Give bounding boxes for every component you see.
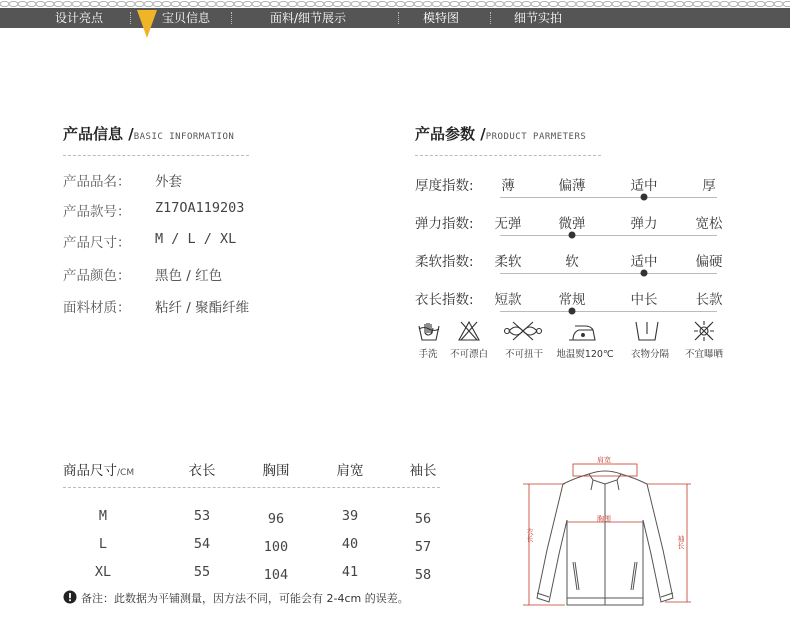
info-label-style-no: 产品款号： [63,204,131,220]
divider [63,155,249,156]
param-option: 适中 [630,178,658,194]
hand-wash-icon [419,323,439,340]
separate-wash-icon [636,322,658,340]
size-cell: 54 [193,536,211,552]
param-label: 弹力指数: [415,216,474,232]
info-value-material: 粘纤 / 聚酯纤维 [155,300,250,316]
size-cell: 58 [414,567,432,583]
param-indicator-dot [569,232,576,239]
info-value-color: 黑色 / 红色 [155,268,223,284]
size-table-title: 商品尺寸/CM [63,463,135,479]
info-value-style-no: Z17OA119203 [155,200,245,216]
param-scale-line [500,311,717,312]
nav-item-design-highlights[interactable]: 设计亮点 [55,11,104,25]
no-bleach-icon [459,322,479,340]
param-label: 厚度指数: [415,178,474,194]
param-indicator-dot [569,308,576,315]
param-option: 宽松 [695,216,723,232]
param-indicator-dot [641,270,648,277]
chest-label: 胸围 [597,515,611,523]
param-scale-line [500,273,717,274]
param-option: 中长 [630,292,658,308]
size-cell: 96 [267,511,285,527]
info-label-material: 面料材质： [63,300,131,316]
size-cell: 100 [263,539,289,555]
length-label: 衣长 [526,528,534,542]
size-row-label: M [98,508,108,524]
param-option: 短款 [494,292,522,308]
info-label-color: 产品颜色： [63,268,131,284]
size-cell: 53 [193,508,211,524]
param-scale-line [500,197,717,198]
info-value-size: M / L / XL [155,231,237,247]
size-cell: 57 [414,539,432,555]
care-label: 不宜曝晒 [684,349,724,360]
param-option: 柔软 [494,254,522,270]
product-params-heading: 产品参数 /PRODUCT PARMETERS [415,125,587,143]
size-unit: /CM [117,468,135,478]
size-cell: 41 [341,564,359,580]
no-tumble-dry-icon [694,321,714,341]
size-cell: 39 [341,508,359,524]
nav-item-detail-shots[interactable]: 细节实拍 [514,11,563,25]
divider [63,487,440,488]
care-label: 不可扭干 [504,349,544,360]
size-table-header: 衣长 [188,463,216,479]
care-label: 不可漂白 [449,349,489,360]
care-label: 手洗 [418,349,438,360]
iron-low-temp-icon [569,326,595,340]
param-option: 长款 [695,292,723,308]
nav-item-product-info[interactable]: 宝贝信息 [162,11,211,25]
param-option: 无弹 [494,216,522,232]
param-option: 常规 [558,292,586,308]
care-label: 衣物分隔 [630,349,670,360]
nav-separator [490,12,491,24]
param-label: 柔软指数: [415,254,474,270]
care-label: 地温熨120℃ [556,349,614,360]
info-label-size: 产品尺寸： [63,235,131,251]
size-cell: 55 [193,564,211,580]
no-wring-icon [505,322,542,340]
nav-separator [398,12,399,24]
param-option: 适中 [630,254,658,270]
param-option: 弹力 [630,216,658,232]
param-option: 薄 [501,178,515,194]
divider [415,155,601,156]
param-scale-line [500,235,717,236]
param-option: 偏薄 [558,178,586,194]
care-icons-row [415,318,735,348]
param-option: 厚 [702,178,716,194]
size-cell: 56 [414,511,432,527]
shoulder-width-label: 肩宽 [597,456,611,464]
chain-border-icon [0,0,790,8]
nav-bar [0,8,790,28]
info-label-name: 产品品名： [63,174,131,190]
param-option: 微弹 [558,216,586,232]
param-indicator-dot [641,194,648,201]
size-table-header: 胸围 [262,463,290,479]
size-cell: 104 [263,567,289,583]
size-table-header: 袖长 [409,463,437,479]
nav-item-model-photos[interactable]: 模特图 [423,11,460,25]
info-alert-icon [63,590,77,604]
nav-separator [130,12,131,24]
size-row-label: XL [94,564,112,580]
measurement-note: 备注：此数据为平铺测量，因方法不同，可能会有 2-4cm 的误差。 [81,592,409,605]
size-row-label: L [98,536,108,552]
sleeve-label: 袖长 [677,535,685,549]
size-table-header: 肩宽 [336,463,364,479]
size-cell: 40 [341,536,359,552]
nav-item-fabric-details[interactable]: 面料/细节展示 [270,11,347,25]
nav-separator [231,12,232,24]
active-tab-arrow-icon [136,10,158,40]
product-info-heading: 产品信息 /BASIC INFORMATION [63,125,235,143]
jacket-measurement-diagram [515,450,695,620]
param-label: 衣长指数: [415,292,474,308]
info-value-name: 外套 [155,174,182,190]
param-option: 软 [565,254,579,270]
param-option: 偏硬 [695,254,723,270]
